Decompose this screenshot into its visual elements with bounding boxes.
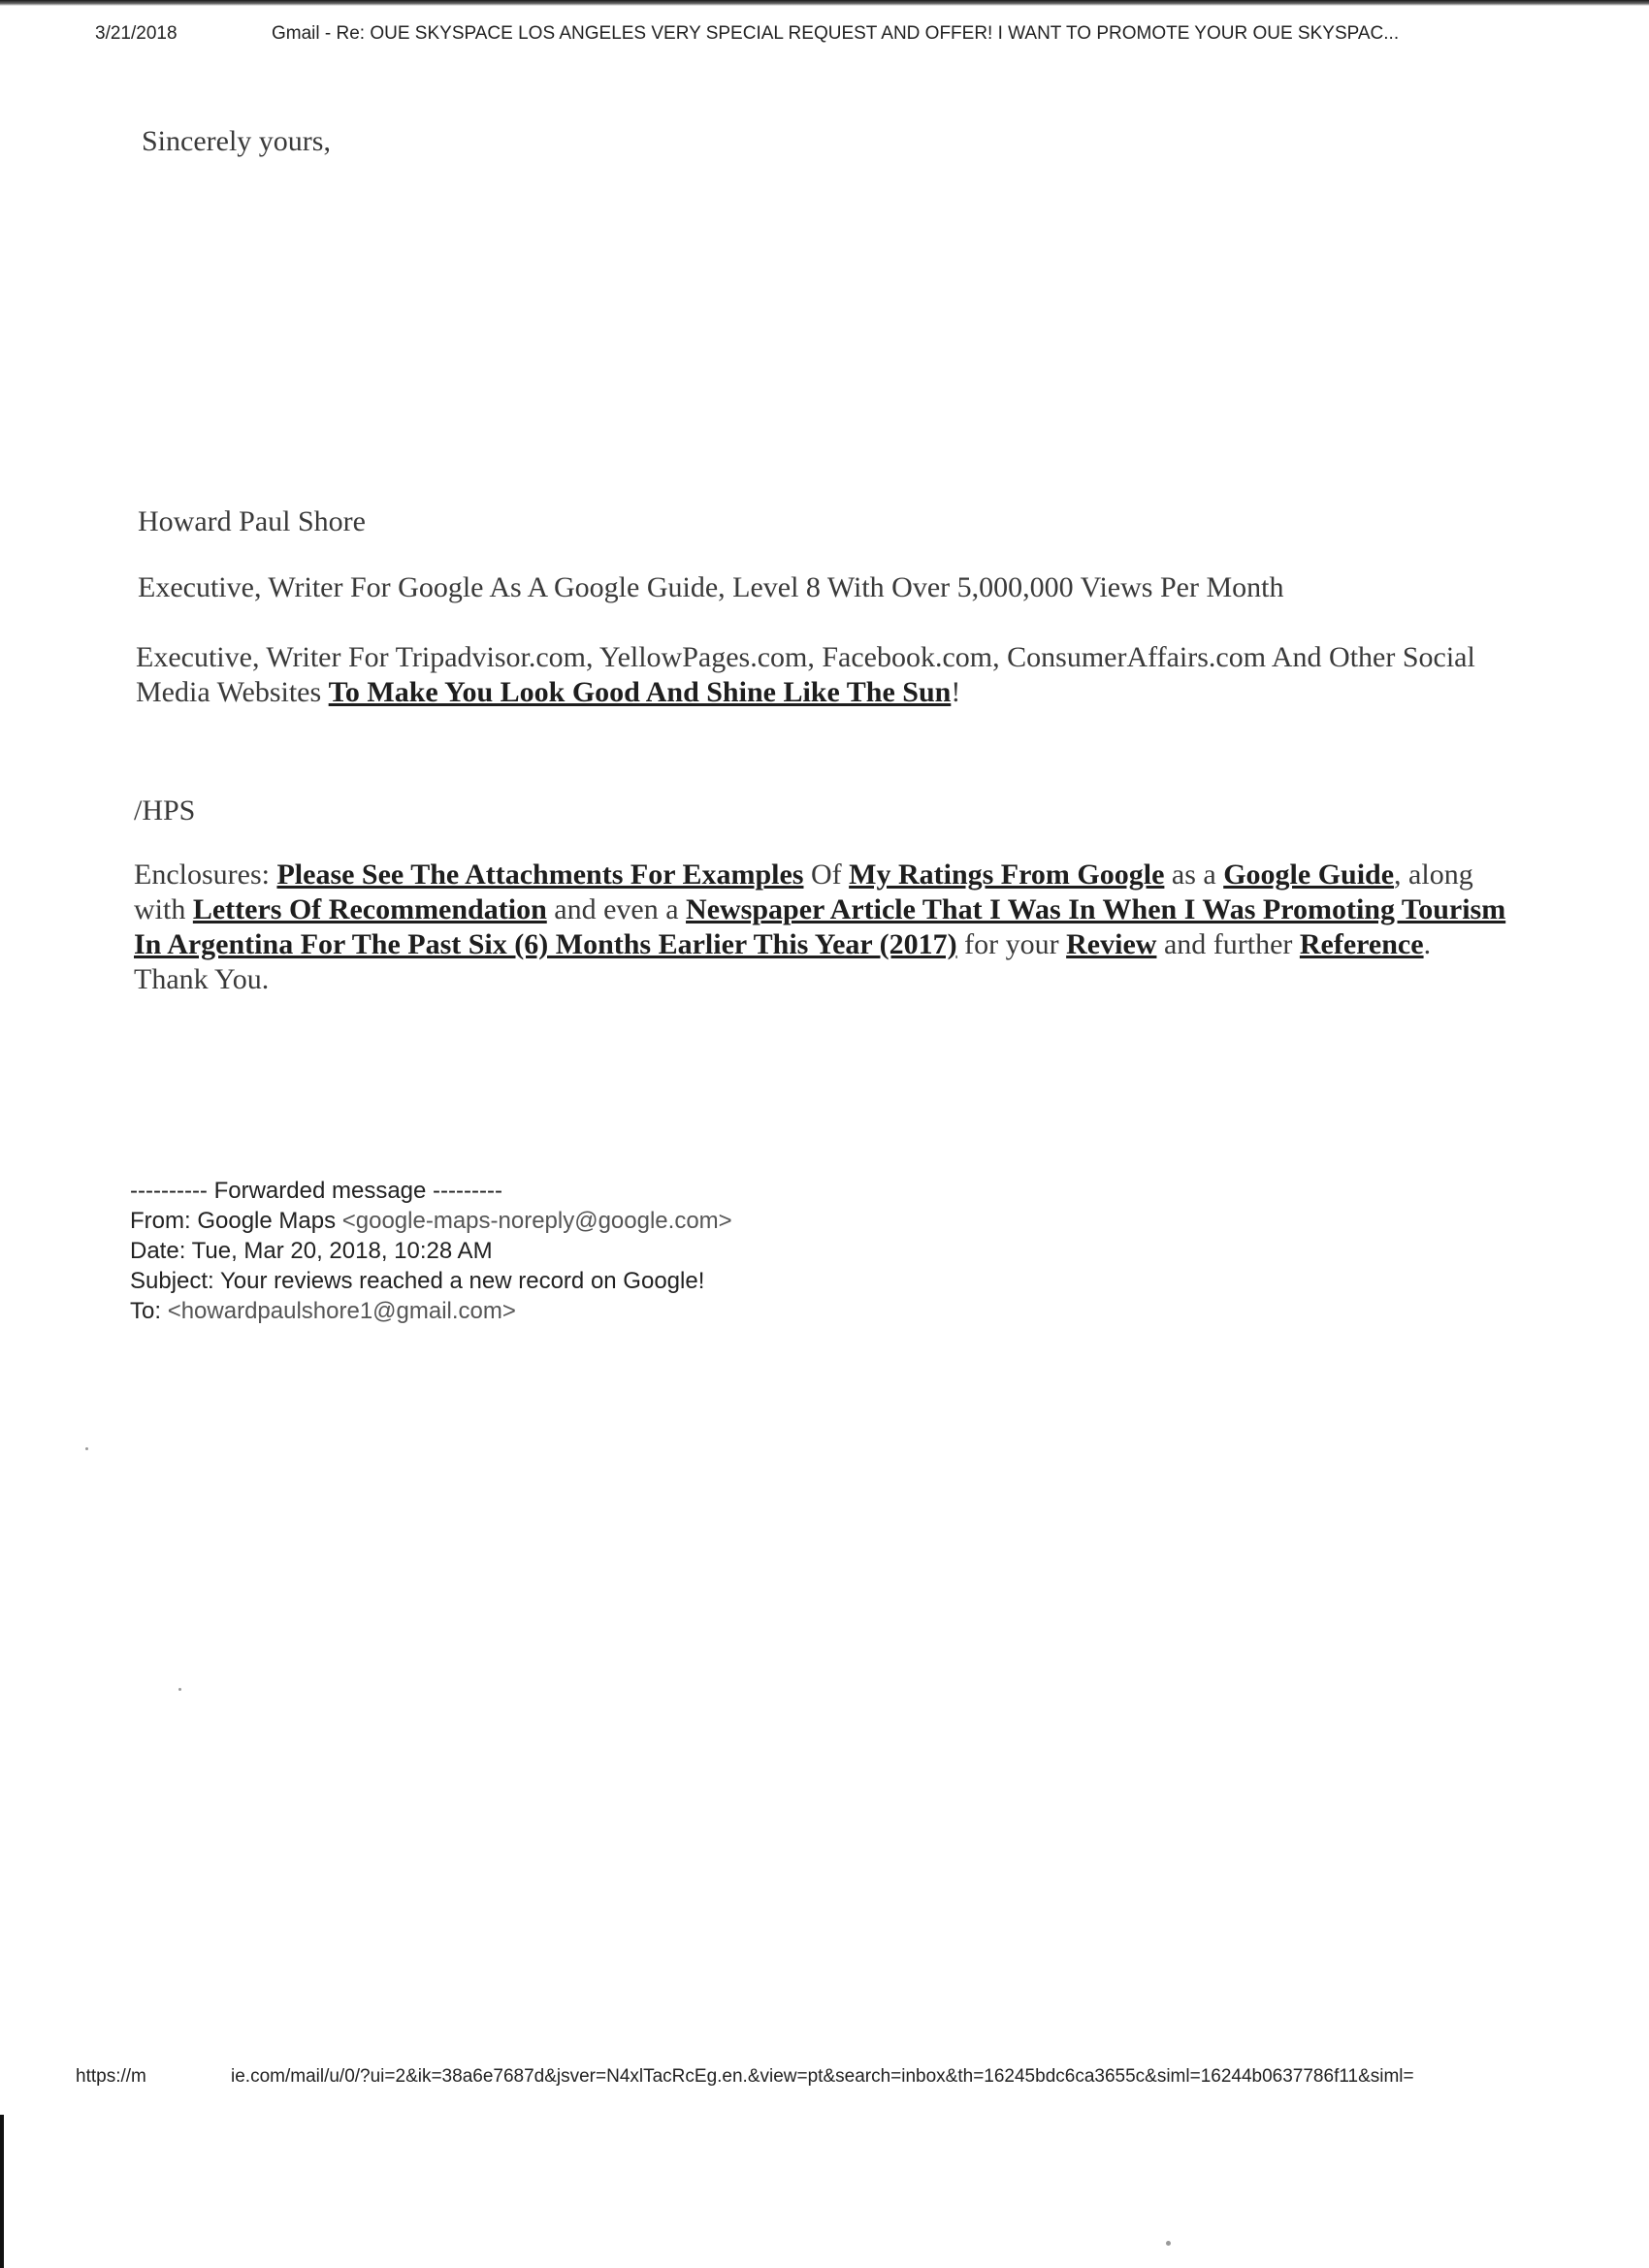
scan-speck bbox=[1166, 2241, 1171, 2246]
signature-title-1: Executive, Writer For Google As A Google Guide, Level 8 With Over 5,000,000 Views Per Month bbox=[138, 571, 1284, 603]
from-address[interactable]: <google-maps-noreply@google.com> bbox=[341, 1208, 732, 1234]
forwarded-separator: ---------- Forwarded message --------- bbox=[130, 1178, 502, 1204]
attachments-link[interactable]: Please See The Attachments For Examples bbox=[276, 859, 804, 891]
forwarded-from bbox=[130, 1206, 732, 1236]
footer-url-start: https://m bbox=[76, 2066, 146, 2087]
enc-text-4: and even a bbox=[546, 893, 687, 925]
title-2-end: ! bbox=[951, 676, 961, 708]
enc-text-7: . Thank You. bbox=[134, 928, 1432, 995]
initials: /HPS bbox=[134, 794, 196, 826]
enc-text-6: and further bbox=[1156, 928, 1300, 960]
enc-text-2: as a bbox=[1164, 859, 1224, 891]
forwarded-message bbox=[130, 1176, 732, 1326]
enc-text-5: for your bbox=[956, 928, 1067, 960]
recommendation-link[interactable]: Letters Of Recommendation bbox=[192, 893, 547, 925]
closing: Sincerely yours, bbox=[142, 125, 331, 157]
reference-link[interactable]: Reference bbox=[1299, 928, 1424, 960]
ratings-link[interactable]: My Ratings From Google bbox=[849, 859, 1165, 891]
shine-link[interactable]: To Make You Look Good And Shine Like The Sun bbox=[328, 676, 952, 708]
newspaper-link[interactable]: Newspaper Article That I Was In When I Was Promoting Tourism In Argentina For The Past Six (6) Months Earlier This Year (2017) bbox=[134, 893, 1506, 960]
enc-text-3: , along with bbox=[134, 859, 1473, 925]
forwarded-to bbox=[130, 1296, 732, 1326]
enc-text-1: Of bbox=[803, 859, 850, 891]
print-title: Gmail - Re: OUE SKYSPACE LOS ANGELES VERY SPECIAL REQUEST AND OFFER! I WANT TO PROMOTE YOUR OUE SKYSPAC... bbox=[272, 23, 1400, 44]
scan-edge-top bbox=[0, 0, 1649, 6]
enclosures bbox=[134, 858, 1511, 997]
footer-url-rest: ie.com/mail/u/0/?ui=2&ik=38a6e7687d&jsver=N4xlTacRcEg.en.&view=pt&search=inbox&th=16245bdc6ca3655c&siml=16244b0637786f11&siml= bbox=[231, 2066, 1414, 2087]
title-2-text: Executive, Writer For Tripadvisor.com, YellowPages.com, Facebook.com, ConsumerAffairs.com And Other Social Media Websites bbox=[136, 641, 1475, 708]
forwarded-date: Date: Tue, Mar 20, 2018, 10:28 AM bbox=[130, 1238, 493, 1264]
to-address[interactable]: <howardpaulshore1@gmail.com> bbox=[167, 1298, 516, 1324]
to-label: To: bbox=[130, 1298, 168, 1324]
forwarded-subject: Subject: Your reviews reached a new record on Google! bbox=[130, 1268, 705, 1294]
from-label: From: Google Maps bbox=[130, 1208, 342, 1234]
signature-name: Howard Paul Shore bbox=[138, 505, 366, 537]
scan-edge-left bbox=[0, 2115, 4, 2268]
enclosures-label: Enclosures: bbox=[134, 859, 277, 891]
scan-speck bbox=[85, 1447, 88, 1450]
signature-title-2 bbox=[136, 640, 1542, 710]
review-link[interactable]: Review bbox=[1066, 928, 1157, 960]
google-guide-link[interactable]: Google Guide bbox=[1223, 859, 1395, 891]
scan-speck bbox=[178, 1688, 181, 1691]
print-date: 3/21/2018 bbox=[95, 23, 178, 44]
